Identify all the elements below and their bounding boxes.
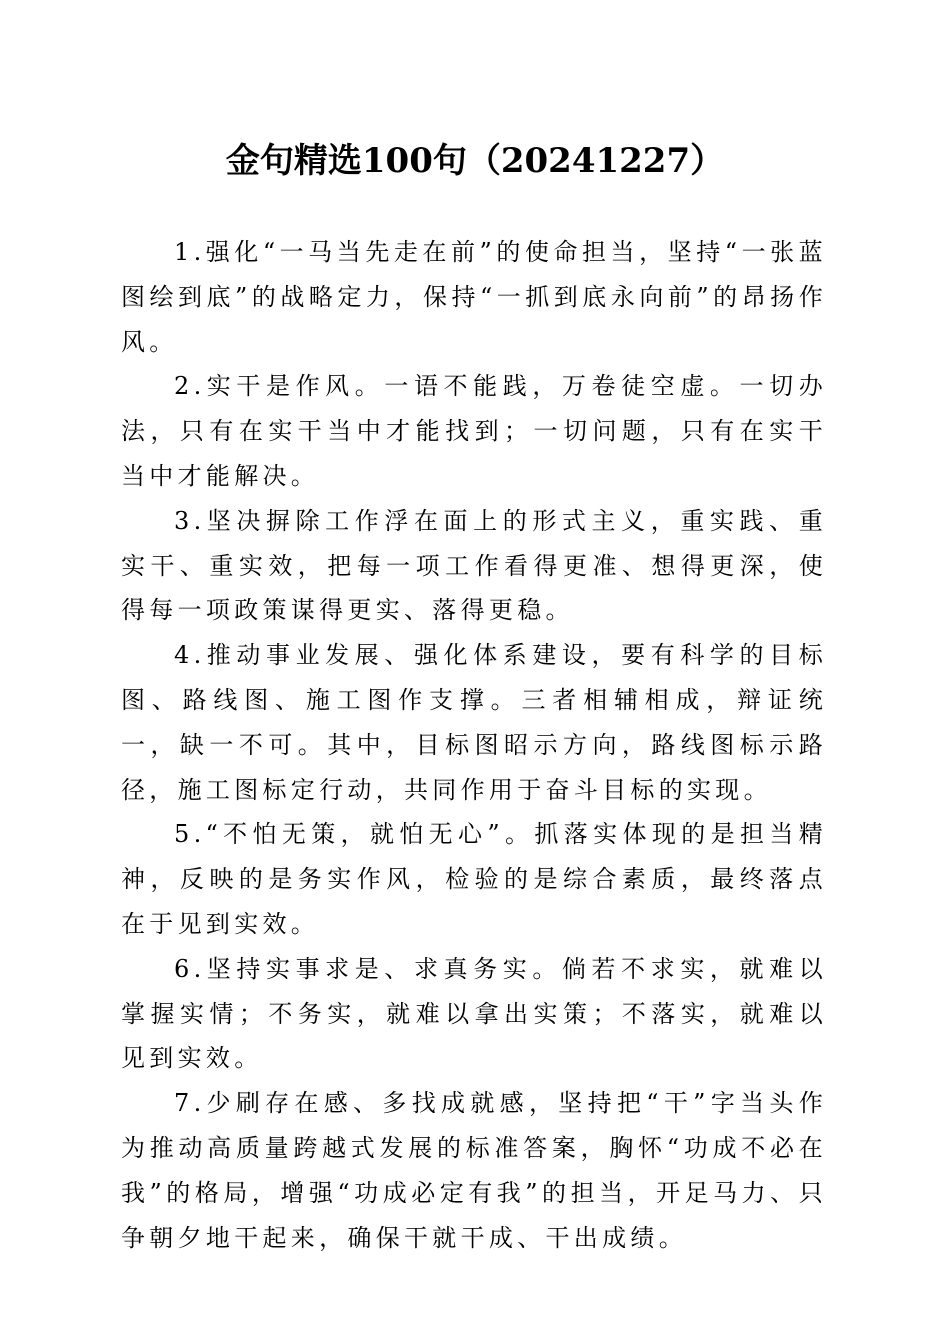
paragraph-6: 6.坚持实事求是、求真务实。倘若不求实，就难以掌握实情；不务实，就难以拿出实策；不落实，就难以见到实效。	[121, 954, 827, 1073]
paragraph-4: 4.推动事业发展、强化体系建设，要有科学的目标图、路线图、施工图作支撑。三者相辅相成，辩证统一，缺一不可。其中，目标图昭示方向，路线图标示路径，施工图标定行动，共同作用于奋斗目标的实现。	[121, 641, 827, 804]
paragraph-2: 2.实干是作风。一语不能践，万卷徒空虚。一切办法，只有在实干当中才能找到；一切问题，只有在实干当中才能解决。	[121, 372, 827, 490]
paragraph-3: 3.坚决摒除工作浮在面上的形式主义，重实践、重实干、重实效，把每一项工作看得更准、想得更深，使得每一项政策谋得更实、落得更稳。	[121, 506, 827, 625]
paragraph-5: 5.“不怕无策，就怕无心”。抓落实体现的是担当精神，反映的是务实作风，检验的是综合素质，最终落点在于见到实效。	[121, 820, 827, 938]
paragraph-1: 1.强化“一马当先走在前”的使命担当，坚持“一张蓝图绘到底”的战略定力，保持“一抓到底永向前”的昂扬作风。	[121, 238, 827, 356]
document-body	[121, 230, 827, 1260]
page-title: 金句精选100句（20241227）	[225, 141, 725, 181]
paragraph-7: 7.少刷存在感、多找成就感，坚持把“干”字当头作为推动高质量跨越式发展的标准答案，胸怀“功成不必在我”的格局，增强“功成必定有我”的担当，开足马力、只争朝夕地干起来，确保干就干成、干出成绩。	[121, 1089, 827, 1252]
